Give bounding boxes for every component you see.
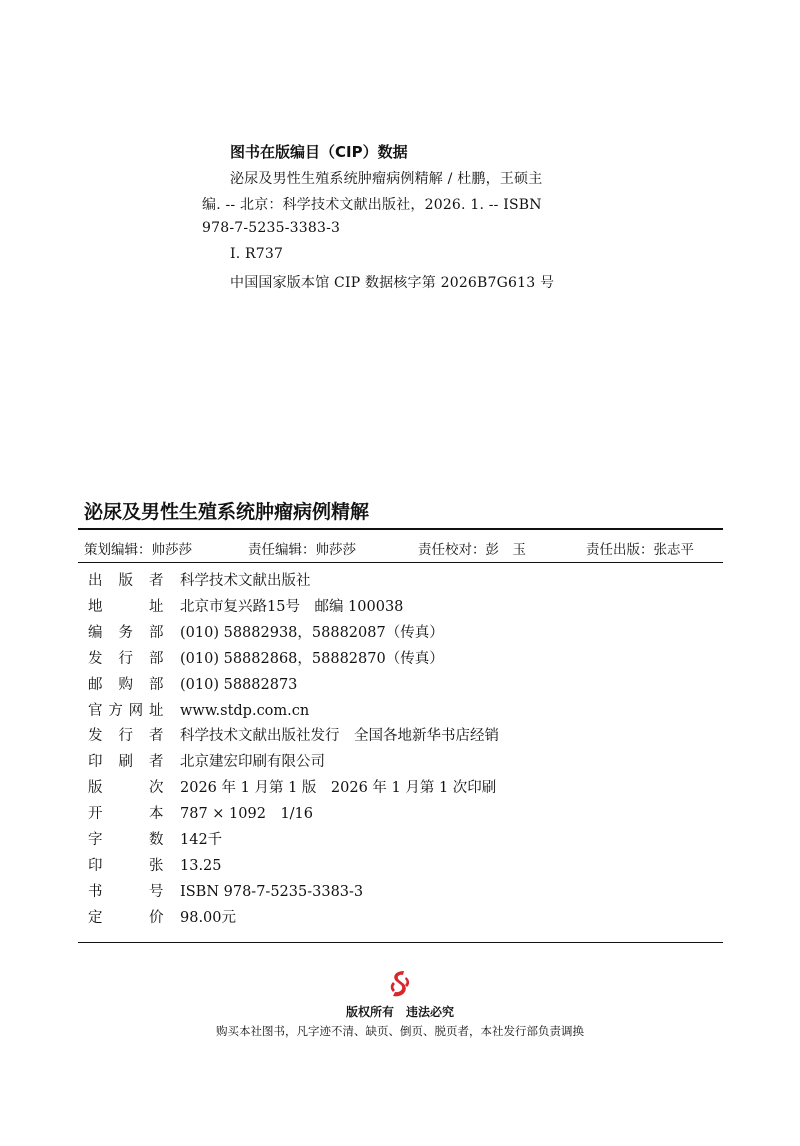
info-value: 787 × 1092 1/16 — [180, 806, 314, 823]
info-label-char: 部 — [149, 650, 164, 667]
info-label-char: 编 — [88, 624, 103, 641]
cip-line-1: 泌尿及男性生殖系统肿瘤病例精解 / 杜鹏，王硕主 — [230, 171, 543, 187]
info-label-char: 本 — [149, 806, 164, 823]
cip-line-3: 978-7-5235-3383-3 — [202, 220, 341, 236]
title-rule — [78, 528, 723, 530]
info-value: (010) 58882873 — [180, 676, 298, 693]
book-title: 泌尿及男性生殖系统肿瘤病例精解 — [84, 501, 370, 523]
info-label-char: 址 — [149, 598, 164, 615]
info-label-char: 网 — [128, 702, 144, 719]
editors-rule — [78, 562, 723, 563]
info-value: 98.00元 — [180, 909, 237, 926]
bottom-rule — [78, 942, 723, 943]
info-label-char: 方 — [108, 702, 123, 719]
info-label-char: 号 — [149, 883, 164, 900]
info-label-char: 购 — [118, 676, 133, 693]
info-label-char: 者 — [149, 728, 164, 745]
info-label-char: 定 — [88, 909, 103, 926]
info-value: (010) 58882938，58882087（传真） — [180, 624, 444, 641]
cip-heading: 图书在版编目（CIP）数据 — [230, 143, 408, 161]
info-value: 2026 年 1 月第 1 版 2026 年 1 月第 1 次印刷 — [180, 780, 497, 797]
publisher-logo-icon — [384, 968, 416, 1000]
info-label-char: 行 — [118, 650, 133, 667]
info-label-char: 印 — [88, 754, 103, 771]
info-value: 北京建宏印刷有限公司 — [180, 754, 325, 771]
info-label-char: 开 — [88, 806, 103, 823]
info-label-char: 字 — [88, 832, 103, 848]
info-value: (010) 58882868，58882870（传真） — [180, 650, 444, 667]
info-label-char: 官 — [88, 702, 103, 719]
info-label-char: 务 — [118, 624, 133, 641]
info-value: 13.25 — [180, 857, 222, 874]
info-label-char: 张 — [149, 857, 164, 874]
responsible-editor: 责任编辑：帅莎莎 — [248, 542, 356, 558]
info-label-char: 地 — [88, 598, 103, 615]
info-label-char: 印 — [88, 857, 103, 874]
proofreader: 责任校对：彭 玉 — [418, 542, 526, 558]
cip-line-2: 编. -- 北京：科学技术文献出版社，2026. 1. -- ISBN — [202, 197, 542, 213]
info-value: 北京市复兴路15号 邮编 100038 — [180, 598, 404, 615]
publishing-manager: 责任出版：张志平 — [586, 542, 694, 558]
info-value: 科学技术文献出版社发行 全国各地新华书店经销 — [180, 728, 499, 745]
info-label-char: 者 — [149, 573, 164, 589]
info-value: www.stdp.com.cn — [180, 702, 310, 719]
info-value: 142千 — [180, 832, 223, 848]
info-label-char: 刷 — [118, 754, 133, 771]
info-label-char: 部 — [149, 624, 164, 641]
info-label-char: 次 — [149, 780, 164, 797]
info-label-char: 址 — [149, 702, 164, 719]
info-label-char: 邮 — [88, 676, 103, 693]
info-label-char: 者 — [149, 754, 164, 771]
info-label-char: 发 — [88, 650, 103, 667]
info-label-char: 发 — [88, 728, 103, 745]
info-label-char: 价 — [149, 909, 164, 926]
cip-line-4: Ⅰ. R737 — [230, 246, 284, 262]
info-label-char: 版 — [88, 780, 103, 797]
info-value: ISBN 978-7-5235-3383-3 — [180, 883, 364, 900]
replacement-notice: 购买本社图书，凡字迹不清、缺页、倒页、脱页者，本社发行部负责调换 — [216, 1024, 584, 1038]
info-label-char: 书 — [88, 883, 103, 900]
info-label-char: 出 — [88, 573, 103, 589]
planning-editor: 策划编辑：帅莎莎 — [84, 542, 192, 558]
info-label-char: 部 — [149, 676, 164, 693]
copyright-notice: 版权所有 违法必究 — [345, 1005, 454, 1019]
info-label-char: 数 — [149, 832, 164, 848]
info-label-char: 版 — [118, 573, 133, 589]
cip-line-5: 中国国家版本馆 CIP 数据核字第 2026B7G613 号 — [230, 275, 555, 291]
info-label-char: 行 — [118, 728, 133, 745]
info-value: 科学技术文献出版社 — [180, 573, 311, 589]
